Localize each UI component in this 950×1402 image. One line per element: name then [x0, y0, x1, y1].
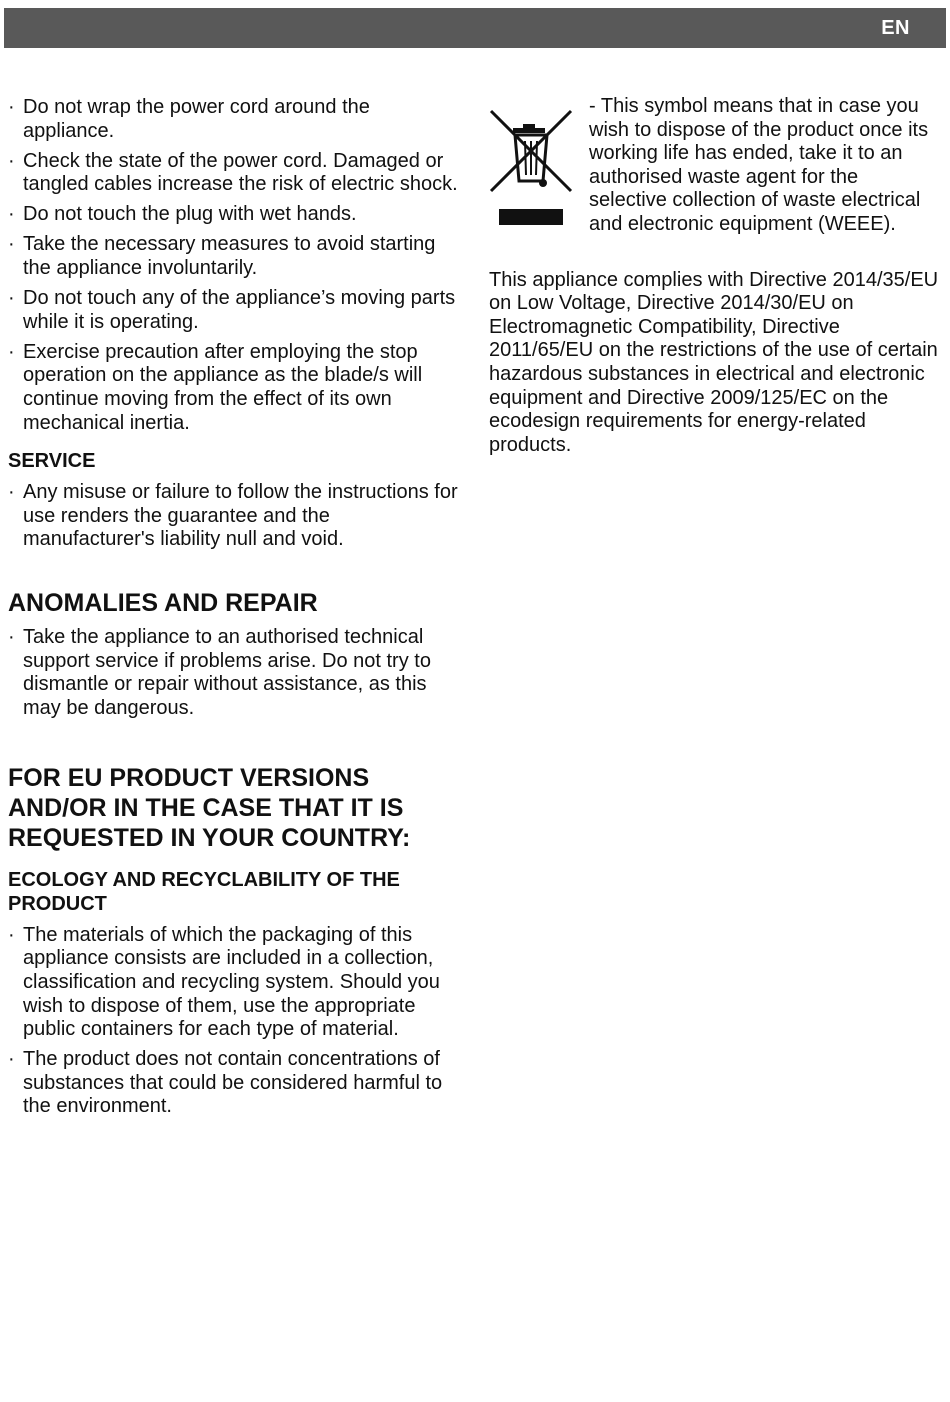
service-heading: SERVICE [8, 450, 96, 473]
list-item: · Exercise precaution after employing the stop operation on the appliance as the blade/s will continue moving from the effect of its own mechanical inertia. [8, 341, 460, 435]
list-item: · Any misuse or failure to follow the instructions for use renders the guarantee and the manufacturer's liability null and void. [8, 481, 460, 552]
header-bar [4, 8, 946, 48]
anomalies-heading: ANOMALIES AND REPAIR [8, 589, 318, 617]
eu-heading: FOR EU PRODUCT VERSIONS AND/OR IN THE CASE THAT IT IS REQUESTED IN YOUR COUNTRY: [8, 764, 411, 852]
service-list [8, 481, 460, 552]
list-item: · Do not wrap the power cord around the appliance. [8, 96, 460, 143]
left-column [8, 96, 460, 1126]
ecology-list [8, 924, 460, 1119]
weee-description: - This symbol means that in case you wish to dispose of the product once its working life has ended, take it to an authorised waste agent for the selective collection of waste electrical and electronic equipment (WEEE). [589, 95, 929, 235]
list-item: · Take the necessary measures to avoid starting the appliance involuntarily. [8, 233, 460, 280]
list-item: · Check the state of the power cord. Damaged or tangled cables increase the risk of electric shock. [8, 150, 460, 197]
list-item: · The product does not contain concentrations of substances that could be considered harmful to the environment. [8, 1048, 460, 1119]
weee-section [489, 95, 941, 237]
anomalies-list [8, 626, 460, 720]
ecology-heading: ECOLOGY AND RECYCLABILITY OF THE PRODUCT [8, 868, 400, 915]
list-item: · The materials of which the packaging of this appliance consists are included in a collection, classification and recycling system. Should you wish to dispose of them, use the appropriate public containers for each type of material. [8, 924, 460, 1042]
list-item: · Do not touch any of the appliance’s moving parts while it is operating. [8, 287, 460, 334]
safety-list [8, 96, 460, 435]
list-item: · Take the appliance to an authorised technical support service if problems arise. Do not try to dismantle or repair without assistance, as this may be dangerous. [8, 626, 460, 720]
directive-compliance: This appliance complies with Directive 2014/35/EU on Low Voltage, Directive 2014/30/EU on Electromagnetic Compatibility, Directive 2011/65/EU on the restrictions of the use of certain hazardous substances in electrical and electronic equipment and Directive 2009/125/EC on the ecodesign requirements for energy-related products. [489, 268, 939, 456]
right-column [489, 95, 941, 457]
crossed-out-wheelie-bin-icon [489, 95, 589, 232]
language-label: EN [881, 17, 910, 39]
list-item: · Do not touch the plug with wet hands. [8, 203, 460, 227]
